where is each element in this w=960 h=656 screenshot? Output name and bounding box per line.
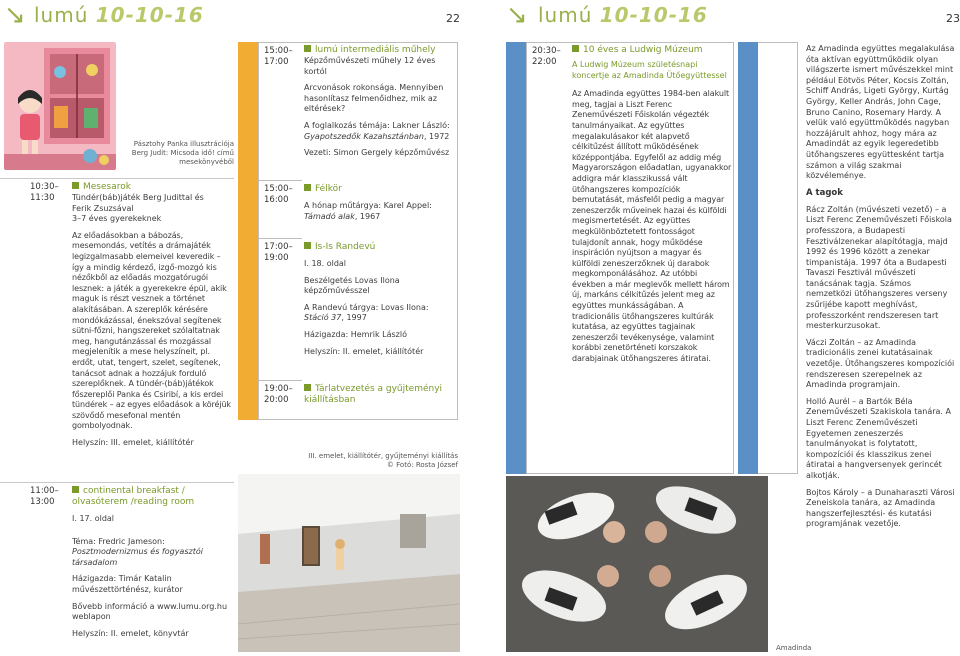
header-lumu: lumú [34,3,89,27]
event-ref: I. 17. oldal [72,514,115,523]
square-bullet-icon [304,45,311,52]
event-divider [70,482,234,483]
yellow-time-bar [238,42,258,420]
arrow-down-right-icon: ↘ [506,0,528,30]
blue-time-bar [506,42,526,474]
member-racz: Rácz Zoltán (művészeti vezető) – a Liszt Ferenc Zeneművészeti Főiskola professzora, a Budapesti Fesztiválzenekar alapítótagja, majd 1992 és 1996 között a zenekar timpanistája. 1997 óta a Budapesti Tavaszi Fesztivál művészeti tanácsának tagja. Számos nemzetközi ütőhangszeres verseny zsűrijébe kapott meghívást, professzorként rendszeresen tart mesterkurzusokat. [806,204,952,331]
event-time-mesesarok: 10:30– 11:30 [30,182,59,203]
right-page-header [538,3,708,27]
event-title: 10 éves a Ludwig Múzeum [572,45,732,56]
event-artwork: Támadó alak, 1967 [304,211,381,221]
event-intermedialis [304,45,456,165]
event-subtitle: Képzőművészeti műhely 12 éves kortól [304,56,436,76]
time-divider [0,482,70,483]
photo-credit: © Fotó: Rosta József [386,461,458,469]
event-felkor [304,184,456,222]
arrow-down-right-icon: ↘ [4,0,26,30]
event-line: Tündér(báb)játék Berg Judittal és [72,193,204,202]
page-number-right: 23 [946,12,960,25]
event-object: A Randevú tárgya: Lovas Ilona: Stáció 37, 1997 [304,302,429,323]
event-venue: Helyszín: II. emelet, kiállítótér [304,346,424,356]
event-title: lumú intermediális műhely [304,45,456,56]
member-bojtos: Bojtos Károly – a Dunaharaszti Városi Zeneiskola tanára, az Amadinda hangszerfejlesztési- és kutatási programjának vezetője. [806,487,955,529]
event-body: Az Amadinda együttes 1984-ben alakult meg, tagjai a Liszt Ferenc Zeneművészeti Főiskolán végezték tanulmányaikat. Az együttes megalakulásakor két alapvető célkitűzést állított működésének középpontjába. Egyfelől az addig még Magyarországon előadatlan, ugyanakkor addigra már klasszikussá vált ütőhangszeres kompozíciók bemutatását, másfelől pedig a magyar zeneszerzők műveinek hazai és külföldi megismertetését. Az együttes megkülönböztetett fontosságot tulajdonít annak, hogy működése inspiráción nyújtson a magyar és külföldi zeneszerzőknek új darabok megkomponálásához. Az utóbbi években a már meglevők mellett három új, markáns célkitűzés jelent meg az együttes munkásságában. A tradicionális ütőhangszeres kultúrák kutatása, az együttes tagjainak zeneszerzői tevékenysége, valamint korábbi zenetörténeti korszakok darabjainak ütőhangszeres átiratai. [572,89,732,364]
event-randevu [304,242,456,363]
members-heading: A tagok [806,187,843,198]
member-hollo: Holló Aurél – a Bartók Béla Zeneművészeti Szakiskola tanára. A Liszt Ferenc Zeneművészeti Egyetemen zeneszerzés tanulmányokat is folytatott, kompozíciói és klasszikus zenei átiratai a hangversenyek gerincét alkotják. [806,396,951,480]
event-venue: Helyszín: II. emelet, könyvtár [72,628,189,638]
intro-text: Az Amadinda együttes megalakulása óta aktívan együttműködik olyan világszerte ismert művészekkel mint például Eötvös Péter, Kocsis Zoltán, Schiff András, Ligeti György, Kurtág György, Keller András, John Cage, Bruno Canino, Rosemary Hardy. A velük való együttműködés nagyban hozzájárult ahhoz, hogy mára az Amadindát az egyik legeredetibb ütőhangszeres együttesként tartja számon a világ szakmai közvéleménye. [806,44,955,181]
event-line: Ferik Zsuzsával [72,203,134,213]
illustration-caption: Pásztohy Panka illusztrációja Berg Judit: Micsoda idő! című mesekönyvéből [131,140,234,166]
member-vaczi: Váczi Zoltán – az Amadinda tradicionális zenei kutatásainak vezetője. Ütőhangszeres kompozíciói rendszeresen szerepelnek az Amadinda programjain. [806,337,955,390]
gallery-photo [238,474,460,652]
square-bullet-icon [72,486,79,493]
photo-caption: Amadinda [776,644,812,652]
event-text: Arcvonások rokonsága. Mennyiben hasonlítasz felmenőidhez, mik az eltérések? [304,83,444,114]
event-tarlatvezetes [304,384,454,406]
event-time: 17:00– 19:00 [264,242,293,263]
event-concert [572,45,732,371]
event-title: Tárlatvezetés a gyűjteményi kiállításban [304,384,443,405]
event-time-breakfast: 11:00– 13:00 [30,486,59,507]
header-lumu: lumú [538,3,593,27]
event-venue: Helyszín: III. emelet, kiállítótér [72,438,194,448]
event-body: Az előadásokban a bábozás, mesemondás, vetítés a drámajáték legizgalmasabb elemeivel keveredik – így a mindig kérdező, izgő-mozgó kis nézőkből az előadás mozgatórugói lesznek: a játék a gyerekekre épül, akik maguk is részt vesznek a történet alakításában. A szereplők kérésére mondókázással, énekszóval segítenek sütni-főzni, hangszereket szólaltatnak meg, hangutánzással és mozgással megjelenítik a mese helyszíneit, pl. erdőt, utat, tengert, szelet, segítenek, tanácsot adnak a hozzájuk forduló szereplőknek. A tündér-(báb)játékok főszereplői Panka és Csiribí, a kis erdei tündérek – az egyes előadások a köréjük szövődő mesefonal mentén gombolyodnak. [72,230,231,431]
time-divider [0,178,70,179]
event-theme: A foglalkozás témája: Lakner László: Gyapotszedők Kazahsztánban, 1972 [304,120,450,141]
event-lead: Vezeti: Simon Gergely képzőművész [304,148,450,158]
members-column [806,44,956,536]
event-line: 3–7 éves gyerekeknek [72,214,162,224]
event-text: A hónap műtárgya: Karel Appel: [304,201,432,210]
event-time: 19:00– 20:00 [264,384,293,405]
square-bullet-icon [304,384,311,391]
event-time: 15:00– 16:00 [264,184,293,205]
square-bullet-icon [572,45,579,52]
header-date: 10-10-16 [599,3,708,27]
event-host: Házigazda: Timár Katalin művészettörténész, kurátor [72,574,183,594]
event-title: continental breakfast / olvasóterem /reading room [72,486,195,507]
event-time: 15:00– 17:00 [264,46,293,67]
event-subtitle: A Ludwig Múzeum születésnapi koncertje az Amadinda Ütőegyüttessel [572,60,727,80]
time-divider [258,180,302,181]
event-time-concert: 20:30– 22:00 [532,46,561,67]
header-date: 10-10-16 [95,3,204,27]
time-divider [258,238,302,239]
gallery-caption-text: III. emelet, kiállítótér, gyűjteményi kiállítás [308,452,458,460]
book-illustration [4,42,116,170]
musicians-photo [506,476,768,652]
page-number-left: 22 [446,12,460,25]
event-talk: Téma: Fredric Jameson: Posztmodernizmus és fogyasztói társadalom [72,536,203,567]
time-divider [258,380,302,381]
event-ref: I. 18. oldal [304,259,347,268]
event-title: Mesesarok [72,182,234,193]
square-bullet-icon [304,242,311,249]
gallery-caption [262,452,458,470]
left-page-header [34,3,204,27]
event-mesesarok [72,182,234,455]
event-host: Házigazda: Hemrik László [304,329,407,339]
event-text: Beszélgetés Lovas Ilona képzőművésszel [304,275,400,296]
side-box [758,42,798,474]
event-title: Félkör [304,184,456,195]
blue-side-bar [738,42,758,474]
event-breakfast [72,486,234,645]
event-divider [70,178,234,179]
square-bullet-icon [72,182,79,189]
event-info: Bővebb információ a www.lumu.org.hu weblapon [72,601,228,622]
event-title: Is-Is Randevú [304,242,456,253]
square-bullet-icon [304,184,311,191]
